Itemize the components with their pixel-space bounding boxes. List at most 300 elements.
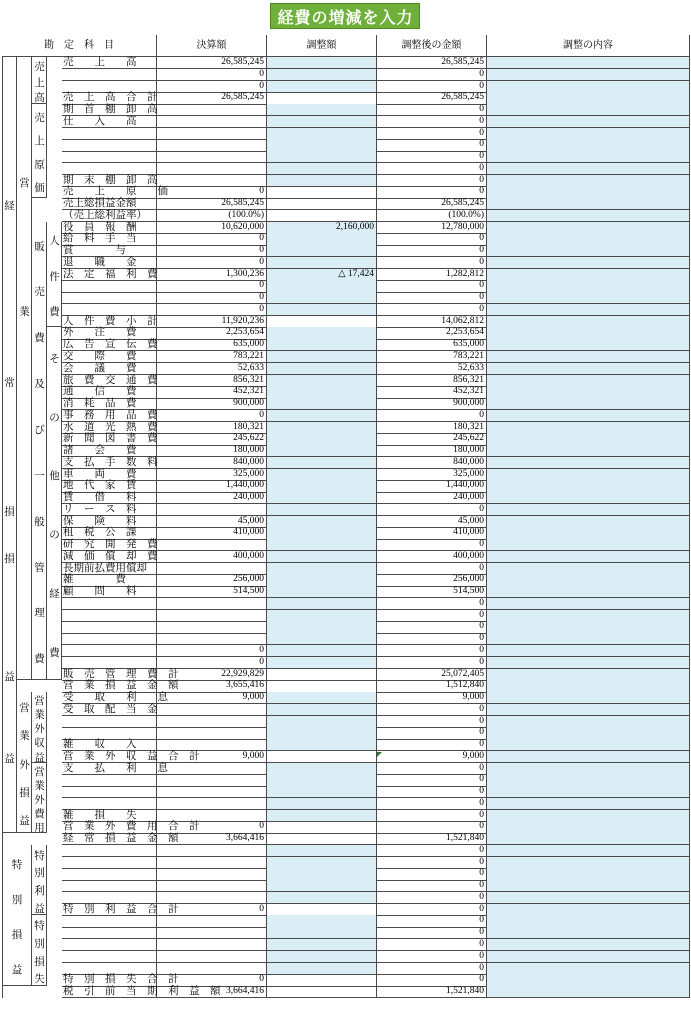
kessan-cell: 635,000: [157, 339, 267, 351]
eigai-shueki-label-char: 益: [34, 752, 45, 764]
chosei-input[interactable]: [267, 304, 377, 316]
content-input[interactable]: [487, 469, 690, 481]
chosei-input[interactable]: [267, 128, 377, 140]
content-input[interactable]: [487, 539, 690, 551]
kessan-cell: [157, 633, 267, 645]
content-input[interactable]: [487, 763, 690, 775]
content-input[interactable]: [487, 751, 690, 763]
chosei-input[interactable]: [267, 610, 377, 622]
chosei-input[interactable]: [267, 574, 377, 586]
chosei-input[interactable]: [267, 633, 377, 645]
kessan-cell: 0: [157, 186, 267, 198]
after-cell: 245,622: [377, 433, 487, 445]
content-input[interactable]: [487, 574, 690, 586]
row-label: 雑 収 入: [62, 739, 157, 751]
after-cell: 0: [377, 704, 487, 716]
content-input[interactable]: [487, 798, 690, 810]
hanbai-label-char: び: [34, 425, 45, 437]
content-input[interactable]: [487, 139, 690, 151]
kessan-cell: 0: [157, 410, 267, 422]
after-cell: 0: [377, 904, 487, 916]
content-input[interactable]: [487, 292, 690, 304]
chosei-input: [267, 986, 377, 998]
kessan-cell: 400,000: [157, 551, 267, 563]
genka-label-char: 上: [34, 136, 45, 148]
row-label: 売 上 原 価: [63, 186, 168, 198]
content-input[interactable]: [487, 516, 690, 528]
chosei-input[interactable]: [267, 939, 377, 951]
chosei-input: [267, 833, 377, 845]
row-label: 外 注 費: [62, 327, 157, 339]
kessan-cell: [157, 845, 267, 857]
row-label: [62, 645, 157, 657]
content-input[interactable]: [487, 422, 690, 434]
content-input[interactable]: [487, 222, 690, 234]
content-input[interactable]: [487, 645, 690, 657]
after-cell: 256,000: [377, 574, 487, 586]
content-input[interactable]: [487, 410, 690, 422]
after-cell: 25,072,405: [377, 669, 487, 681]
after-cell: 856,321: [377, 375, 487, 387]
row-label: [62, 633, 157, 645]
jinkenhi-label-char: 費: [49, 306, 60, 318]
content-input[interactable]: [487, 857, 690, 869]
content-input[interactable]: [487, 457, 690, 469]
content-input[interactable]: [487, 116, 690, 128]
content-input[interactable]: [487, 257, 690, 269]
content-input[interactable]: [487, 986, 690, 998]
content-input[interactable]: [487, 892, 690, 904]
header-content: 調整の内容: [487, 35, 690, 57]
content-input[interactable]: [487, 551, 690, 563]
content-input[interactable]: [487, 774, 690, 786]
content-input[interactable]: [487, 880, 690, 892]
after-cell: 1,282,812: [377, 269, 487, 281]
chosei-input[interactable]: [267, 621, 377, 633]
chosei-input[interactable]: [267, 492, 377, 504]
row-label: 雑 費: [62, 574, 157, 586]
chosei-input[interactable]: △ 17,424: [267, 269, 377, 281]
kessan-cell: [157, 868, 267, 880]
chosei-input[interactable]: 2,160,000: [267, 222, 377, 234]
after-cell: 783,221: [377, 351, 487, 363]
after-cell: 1,512,840: [377, 680, 487, 692]
chosei-input[interactable]: [267, 363, 377, 375]
chosei-input[interactable]: [267, 327, 377, 339]
row-label: 営 業 外 費 用 合 計: [63, 821, 200, 833]
content-input[interactable]: [487, 739, 690, 751]
chosei-input[interactable]: [267, 915, 377, 927]
content-input[interactable]: [487, 904, 690, 916]
chosei-input[interactable]: [267, 257, 377, 269]
comment-indicator-icon[interactable]: [377, 752, 382, 757]
content-input[interactable]: [487, 175, 690, 187]
chosei-input[interactable]: [267, 692, 377, 704]
content-input[interactable]: [487, 304, 690, 316]
content-input[interactable]: [487, 92, 690, 104]
eki-char: 益: [4, 671, 15, 683]
chosei-input[interactable]: [267, 116, 377, 128]
kessan-cell: 11,920,236: [157, 316, 267, 328]
row-label: 事 務 用 品 費: [63, 409, 158, 421]
hanbai-label-char: 費: [34, 654, 45, 666]
content-input[interactable]: [487, 198, 690, 210]
content-input[interactable]: [487, 104, 690, 116]
after-cell: 514,500: [377, 586, 487, 598]
content-input[interactable]: [487, 821, 690, 833]
chosei-input[interactable]: [267, 716, 377, 728]
content-input[interactable]: [487, 57, 690, 69]
header-chosei: 調整額: [267, 35, 377, 57]
content-input[interactable]: [487, 786, 690, 798]
header-item: 勘 定 科 目: [2, 35, 157, 57]
chosei-input[interactable]: [267, 657, 377, 669]
content-input[interactable]: [487, 692, 690, 704]
toku-sonshitsu-label-char: 別: [34, 938, 45, 950]
after-cell: 1,521,840: [377, 833, 487, 845]
kessan-cell: 325,000: [157, 469, 267, 481]
chosei-input[interactable]: [267, 951, 377, 963]
chosei-input[interactable]: [267, 539, 377, 551]
content-input[interactable]: [487, 69, 690, 81]
after-cell: 0: [377, 821, 487, 833]
tokubetsu-label-char: 別: [11, 894, 23, 906]
hanbai-label-char: 売: [34, 287, 45, 299]
chosei-input[interactable]: [267, 292, 377, 304]
hanbai-label-char: 費: [34, 333, 45, 345]
chosei-input[interactable]: [267, 422, 377, 434]
chosei-input[interactable]: [267, 586, 377, 598]
uriage-label-char: 売: [34, 61, 45, 73]
chosei-input[interactable]: [267, 551, 377, 563]
chosei-input[interactable]: [267, 516, 377, 528]
content-input[interactable]: [487, 245, 690, 257]
chosei-input[interactable]: [267, 139, 377, 151]
chosei-input[interactable]: [267, 480, 377, 492]
after-cell: 0: [377, 304, 487, 316]
content-input[interactable]: [487, 810, 690, 822]
chosei-input[interactable]: [267, 433, 377, 445]
chosei-input[interactable]: [267, 351, 377, 363]
chosei-input[interactable]: [267, 339, 377, 351]
content-input[interactable]: [487, 504, 690, 516]
content-input[interactable]: [487, 868, 690, 880]
content-input[interactable]: [487, 433, 690, 445]
chosei-input[interactable]: [267, 786, 377, 798]
content-input[interactable]: [487, 586, 690, 598]
kessan-cell: 0: [157, 280, 267, 292]
chosei-input[interactable]: [267, 410, 377, 422]
chosei-input[interactable]: [267, 868, 377, 880]
chosei-input[interactable]: [267, 927, 377, 939]
chosei-input[interactable]: [267, 469, 377, 481]
kessan-cell: 180,000: [157, 445, 267, 457]
sonota-label-char: そ: [49, 353, 60, 365]
after-cell: 0: [377, 175, 487, 187]
chosei-input[interactable]: [267, 445, 377, 457]
content-input[interactable]: [487, 351, 690, 363]
kessan-cell: 0: [157, 81, 267, 93]
kessan-cell: [157, 716, 267, 728]
page-title: 経費の増減を入力: [277, 8, 414, 27]
after-cell: 0: [377, 163, 487, 175]
content-input[interactable]: [487, 669, 690, 681]
eki2-char: 益: [4, 753, 15, 765]
chosei-input[interactable]: [267, 810, 377, 822]
sonota-label-char: 経: [49, 589, 60, 601]
content-input[interactable]: [487, 492, 690, 504]
row-label: 支 払 利 息: [63, 762, 168, 774]
kessan-cell: 22,929,829: [157, 669, 267, 681]
row-label: [62, 139, 157, 151]
row-label: 交 際 費: [62, 351, 157, 363]
content-input[interactable]: [487, 657, 690, 669]
content-input[interactable]: [487, 939, 690, 951]
chosei-input[interactable]: [267, 645, 377, 657]
kessan-cell: [157, 163, 267, 175]
kessan-cell: 3,655,416: [157, 680, 267, 692]
content-input[interactable]: [487, 915, 690, 927]
chosei-input[interactable]: [267, 163, 377, 175]
content-input[interactable]: [487, 445, 690, 457]
content-input[interactable]: [487, 363, 690, 375]
content-input[interactable]: [487, 563, 690, 575]
row-label: [62, 292, 157, 304]
content-input[interactable]: [487, 621, 690, 633]
content-input[interactable]: [487, 398, 690, 410]
kessan-cell: [157, 774, 267, 786]
header-after: 調整後の金額: [377, 35, 487, 57]
chosei-input: [267, 680, 377, 692]
row-label: 減 価 償 却 費: [63, 550, 158, 562]
row-label: 車 両 費: [62, 469, 157, 481]
after-cell: 180,000: [377, 445, 487, 457]
chosei-input[interactable]: [267, 280, 377, 292]
row-label: 経 常 損 益 金 額: [63, 833, 179, 845]
content-input[interactable]: [487, 927, 690, 939]
chosei-input[interactable]: [267, 763, 377, 775]
chosei-input[interactable]: [267, 704, 377, 716]
row-label: 諸 会 費: [62, 445, 157, 457]
kessan-cell: 26,585,245: [157, 92, 267, 104]
content-input[interactable]: [487, 833, 690, 845]
row-label: [62, 915, 157, 927]
sonota-label-char: の: [49, 412, 60, 424]
toku-rieki-label-char: 特: [34, 850, 45, 862]
row-label: 営 業 外 収 益 合 計: [63, 750, 200, 762]
eigai-shueki-label-char: 外: [34, 724, 45, 736]
chosei-input[interactable]: [267, 727, 377, 739]
content-input[interactable]: [487, 375, 690, 387]
kessan-cell: [157, 539, 267, 551]
chosei-input[interactable]: [267, 774, 377, 786]
after-cell: 52,633: [377, 363, 487, 375]
row-label: [62, 880, 157, 892]
content-input[interactable]: [487, 327, 690, 339]
after-cell: 0: [377, 245, 487, 257]
content-input[interactable]: [487, 163, 690, 175]
kessan-cell: 45,000: [157, 516, 267, 528]
content-input[interactable]: [487, 963, 690, 975]
content-input[interactable]: [487, 128, 690, 140]
content-input[interactable]: [487, 974, 690, 986]
content-input[interactable]: [487, 316, 690, 328]
after-cell: 0: [377, 868, 487, 880]
after-cell: 0: [377, 128, 487, 140]
content-input[interactable]: [487, 151, 690, 163]
after-cell: 26,585,245: [377, 92, 487, 104]
row-label: 期 首 棚 卸 高: [63, 104, 158, 116]
after-cell: 0: [377, 257, 487, 269]
uriage-label-char: 上: [34, 77, 45, 89]
chosei-input: [267, 92, 377, 104]
row-label: [62, 845, 157, 857]
content-input[interactable]: [487, 716, 690, 728]
kessan-cell: 0: [157, 304, 267, 316]
after-cell: 0: [377, 598, 487, 610]
chosei-input[interactable]: [267, 233, 377, 245]
content-input[interactable]: [487, 280, 690, 292]
row-label: 受 取 配 当 金: [63, 703, 158, 715]
jinkenhi-label-char: 人: [49, 236, 60, 248]
sonota-label-box: [47, 327, 62, 680]
content-input[interactable]: [487, 680, 690, 692]
chosei-input[interactable]: [267, 104, 377, 116]
row-label: 保 険 料: [62, 516, 157, 528]
chosei-input[interactable]: [267, 880, 377, 892]
kessan-cell: 2,253,654: [157, 327, 267, 339]
chosei-input[interactable]: [267, 81, 377, 93]
row-label: [62, 951, 157, 963]
row-label: [62, 857, 157, 869]
content-input[interactable]: [487, 81, 690, 93]
content-input[interactable]: [487, 233, 690, 245]
chosei-input[interactable]: [267, 175, 377, 187]
content-input[interactable]: [487, 186, 690, 198]
content-input[interactable]: [487, 845, 690, 857]
content-input[interactable]: [487, 727, 690, 739]
chosei-input[interactable]: [267, 457, 377, 469]
kessan-cell: [157, 857, 267, 869]
row-label: [62, 963, 157, 975]
kessan-cell: 0: [157, 821, 267, 833]
kessan-cell: 0: [157, 257, 267, 269]
after-cell: 0: [377, 915, 487, 927]
eigai-label-char: 営: [19, 703, 30, 715]
chosei-input[interactable]: [267, 963, 377, 975]
hanbai-label-char: 一: [34, 470, 45, 482]
after-cell: 0: [377, 610, 487, 622]
son2-char: 損: [4, 553, 15, 565]
chosei-input[interactable]: [267, 151, 377, 163]
chosei-input[interactable]: [267, 386, 377, 398]
content-input[interactable]: [487, 704, 690, 716]
content-input[interactable]: [487, 210, 690, 222]
row-label: （売上総利益率）: [62, 210, 157, 222]
after-cell: 410,000: [377, 527, 487, 539]
chosei-input[interactable]: [267, 245, 377, 257]
row-label: 広 告 宣 伝 費: [63, 339, 158, 351]
kessan-cell: [157, 175, 267, 187]
content-input[interactable]: [487, 339, 690, 351]
chosei-input[interactable]: [267, 504, 377, 516]
after-cell: 1,521,840: [377, 986, 487, 998]
chosei-input[interactable]: [267, 892, 377, 904]
row-label: [62, 727, 157, 739]
kessan-cell: 514,500: [157, 586, 267, 598]
content-input[interactable]: [487, 610, 690, 622]
kessan-cell: 26,585,245: [157, 57, 267, 69]
after-cell: 1,440,000: [377, 480, 487, 492]
kessan-cell: 52,633: [157, 363, 267, 375]
kessan-cell: [157, 786, 267, 798]
kessan-cell: [157, 563, 267, 575]
row-label: [62, 163, 157, 175]
chosei-input[interactable]: [267, 69, 377, 81]
tokubetsu-label-char: 損: [11, 930, 23, 942]
chosei-input: [267, 198, 377, 210]
after-cell: 325,000: [377, 469, 487, 481]
eigyo-char: 営: [19, 177, 30, 189]
row-label: [62, 81, 157, 93]
content-input[interactable]: [487, 633, 690, 645]
toku-rieki-label-char: 利: [34, 886, 45, 898]
content-input[interactable]: [487, 598, 690, 610]
kessan-cell: 1,300,236: [157, 269, 267, 281]
chosei-input[interactable]: [267, 57, 377, 69]
after-cell: 0: [377, 927, 487, 939]
after-cell: 0: [377, 621, 487, 633]
eigai-hiyo-label-char: 営: [34, 766, 45, 778]
after-cell: 0: [377, 69, 487, 81]
chosei-input[interactable]: [267, 375, 377, 387]
content-input[interactable]: [487, 480, 690, 492]
after-cell: 240,000: [377, 492, 487, 504]
row-label: [62, 128, 157, 140]
chosei-input[interactable]: [267, 845, 377, 857]
after-cell: 0: [377, 539, 487, 551]
content-input[interactable]: [487, 386, 690, 398]
row-label: 雑 損 失: [62, 810, 157, 822]
content-input[interactable]: [487, 951, 690, 963]
kessan-cell: 3,664,416: [157, 833, 267, 845]
after-cell: 0: [377, 798, 487, 810]
after-cell: 635,000: [377, 339, 487, 351]
after-cell: 0: [377, 892, 487, 904]
row-label: 退 職 金: [62, 257, 157, 269]
chosei-input[interactable]: [267, 563, 377, 575]
eigai-hiyo-label-char: 外: [34, 794, 45, 806]
content-input[interactable]: [487, 269, 690, 281]
content-input[interactable]: [487, 527, 690, 539]
row-label: 特 別 利 益 合 計: [63, 903, 179, 915]
chosei-input[interactable]: [267, 398, 377, 410]
chosei-input[interactable]: [267, 739, 377, 751]
chosei-input[interactable]: [267, 857, 377, 869]
chosei-input[interactable]: [267, 598, 377, 610]
kessan-cell: 0: [157, 974, 267, 986]
genka-label-char: 売: [34, 112, 45, 124]
header-kessan: 決算額: [157, 35, 267, 57]
kessan-cell: 0: [157, 69, 267, 81]
eigai-shueki-label-char: 営: [34, 696, 45, 708]
after-cell: 0: [377, 951, 487, 963]
uriage-label-char: 高: [34, 93, 45, 105]
chosei-input[interactable]: [267, 798, 377, 810]
kessan-cell: [157, 621, 267, 633]
row-label: 期 末 棚 卸 高: [63, 174, 158, 186]
chosei-input[interactable]: [267, 527, 377, 539]
